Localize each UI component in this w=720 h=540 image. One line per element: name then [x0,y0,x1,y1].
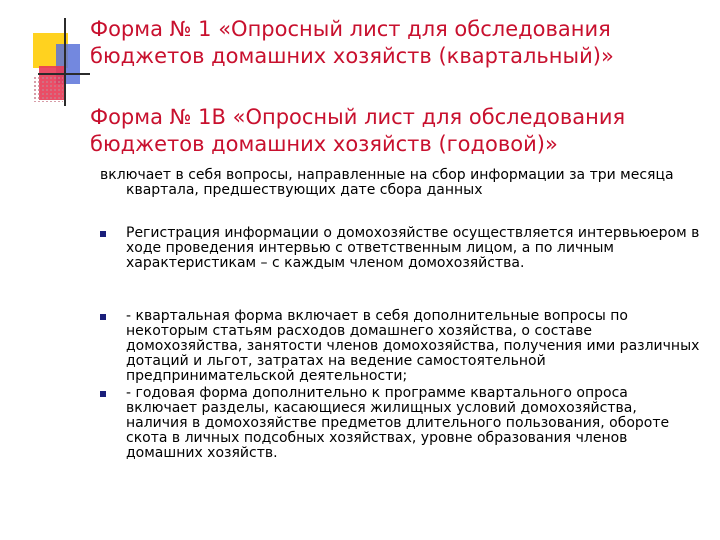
slide-title-form1b: Форма № 1В «Опросный лист для обследования бюджетов домашних хозяйств (годовой)» [90,105,626,156]
list-item-text: - квартальная форма включает в себя дополнительные вопросы по некоторым статьям расходов домашнего хозяйства, о составе домохозяйства, занятости членов домохозяйства, получения ими различных дотаций и льгот, затратах на ведение самостоятельной предпринимательской деятельности; [126,308,700,384]
decor-vertical-line [64,18,66,106]
list-item [100,386,700,461]
square-bullet-icon [100,391,106,397]
list-item-text: Регистрация информации о домохозяйстве осуществляется интервьюером в ходе проведения интервью с ответственным лицом, а по личным характеристикам – с каждым членом домохозяйства. [126,225,700,271]
square-bullet-icon [100,314,106,320]
decor-horizontal-line [38,73,90,75]
square-bullet-icon [100,231,106,237]
intro-text: включает в себя вопросы, направленные на сбор информации за три месяца квартала, предшествующих дате сбора данных [100,167,674,198]
list-item [100,226,700,271]
decor-dot-grid [33,76,63,102]
slide-title-form1: Форма № 1 «Опросный лист для обследования бюджетов домашних хозяйств (квартальный)» [90,17,614,68]
list-item [100,309,700,384]
bullet-list [100,226,700,461]
list-item-text: - годовая форма дополнительно к программе квартального опроса включает разделы, касающиеся жилищных условий домохозяйства, наличия в домохозяйстве предметов длительного пользования, обороте скота в личных подсобных хозяйствах, уровне образования членов домашних хозяйств. [126,385,670,461]
